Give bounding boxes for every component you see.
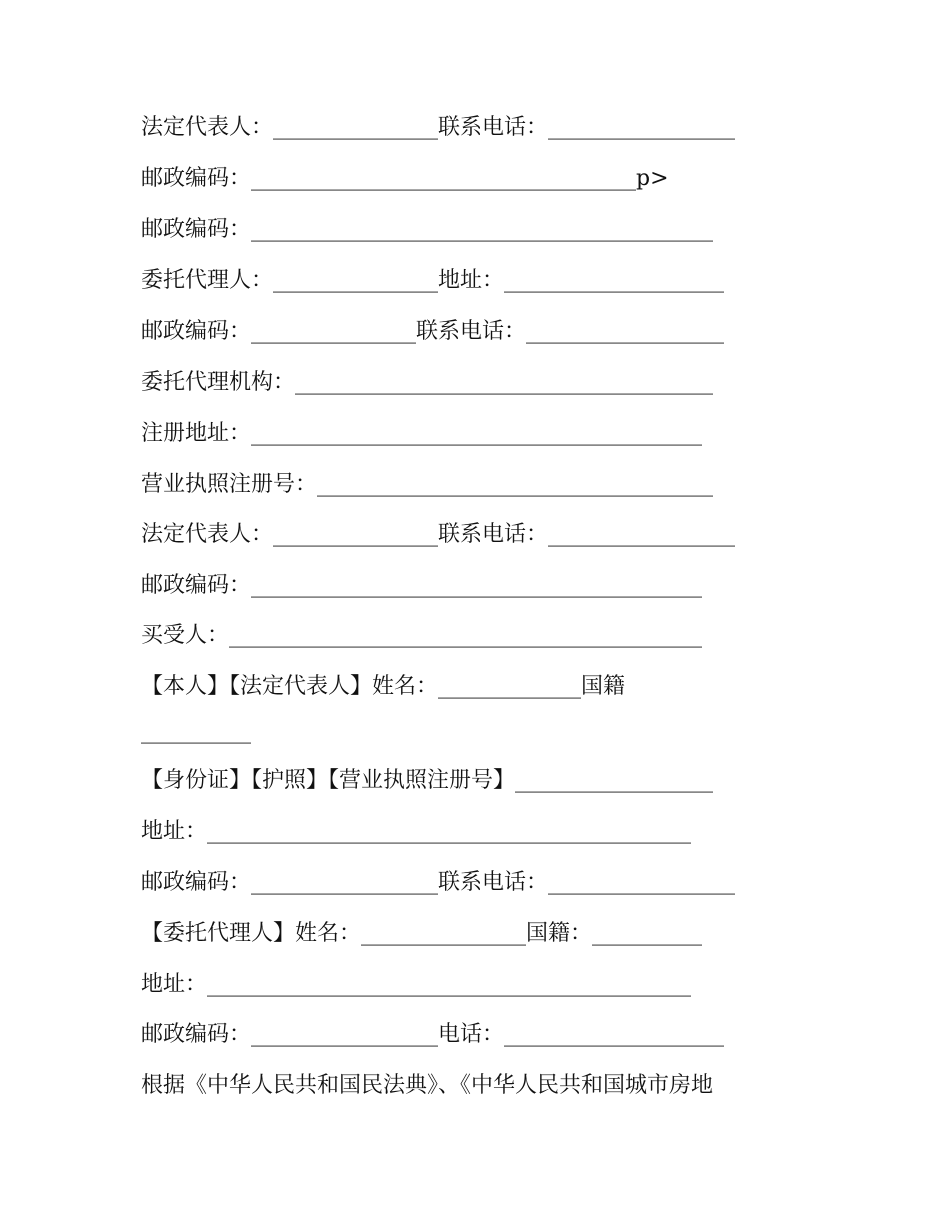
text-line-agency: 委托代理机构：______________________________________ <box>141 370 714 395</box>
text-line-agent-name: 【委托代理人】姓名：_______________国籍：__________ <box>141 921 703 946</box>
text-line-address-1: 地址：____________________________________________ <box>141 819 692 844</box>
text-line-registered-address: 注册地址：_________________________________________ <box>141 421 703 446</box>
text-line-legal-rep-1: 法定代表人：_______________联系电话：_________________ <box>141 115 736 140</box>
text-line-nationality-blank: __________ <box>141 719 251 744</box>
text-line-postcode-6: 邮政编码：_________________电话：____________________ <box>141 1022 725 1047</box>
text-line-agent: 委托代理人：_______________地址：____________________ <box>141 268 725 293</box>
text-line-legal-basis: 根据《中华人民共和国民法典》、《中华人民共和国城市房地 <box>141 1073 714 1098</box>
text-line-postcode-2: 邮政编码：__________________________________________ <box>141 217 714 242</box>
text-line-postcode-1: 邮政编码：___________________________________p> <box>141 166 669 191</box>
text-line-id-type: 【身份证】【护照】【营业执照注册号】__________________ <box>141 768 714 793</box>
text-line-business-license: 营业执照注册号：____________________________________ <box>141 472 714 497</box>
text-line-address-2: 地址：____________________________________________ <box>141 972 692 997</box>
text-line-legal-rep-2: 法定代表人：_______________联系电话：_________________ <box>141 522 736 547</box>
text-line-buyer-name: 【本人】【法定代表人】姓名：_____________国籍 <box>141 674 626 699</box>
text-line-postcode-4: 邮政编码：_________________________________________ <box>141 573 703 598</box>
text-line-buyer: 买受人：___________________________________________ <box>141 623 703 648</box>
text-line-postcode-3: 邮政编码：_______________联系电话：__________________ <box>141 319 725 344</box>
text-line-postcode-5: 邮政编码：_________________联系电话：_________________ <box>141 870 736 895</box>
